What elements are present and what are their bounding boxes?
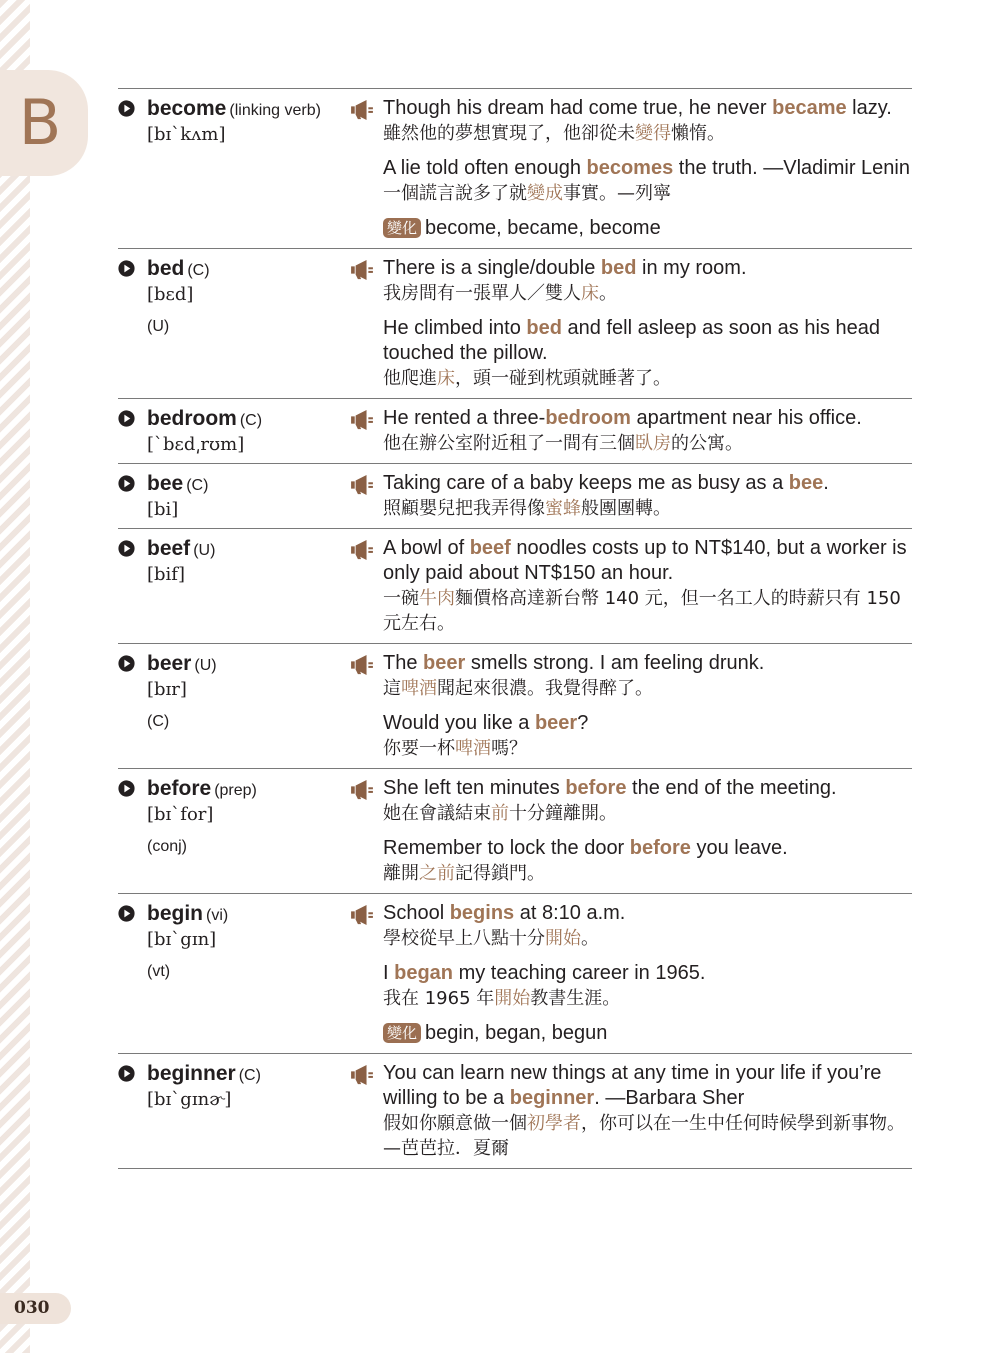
part-of-speech: (U) [193,542,216,559]
examples-list [383,1061,912,1161]
phonetic-transcription: [ˋbɛd͵rʊm] [147,434,245,455]
sentence-fragment: 她在會議結束 [383,803,491,824]
inflection-forms: become, became, become [425,217,661,239]
chinese-translation [383,986,912,1011]
entry-bee [118,464,912,529]
chinese-translation [383,676,912,701]
sentence-fragment: 我房間有一張單人／雙人 [383,283,581,304]
english-sentence [383,316,912,366]
entry-beer [118,644,912,769]
megaphone-icon[interactable] [351,100,373,120]
example-sentence [383,711,912,761]
example-sentence [383,316,912,391]
chinese-translation [383,181,912,206]
sentence-fragment: 。 [581,928,599,949]
part-of-speech: (C) [187,262,210,279]
sentence-fragment: Would you like a [383,712,535,734]
play-circle-icon[interactable] [118,1065,135,1082]
english-sentence [383,836,912,861]
headword: become [147,97,227,120]
example-sentence [383,471,912,521]
highlighted-word: 變成 [527,183,563,204]
sentence-fragment: Remember to lock the door [383,837,630,859]
headword-line [147,777,257,801]
examples-column [351,894,912,1053]
play-circle-icon[interactable] [118,100,135,117]
sentence-fragment: 假如你願意做一個 [383,1113,527,1134]
sentence-fragment: 我在 1965 年 [383,988,495,1009]
highlighted-word: beginner [509,1087,595,1109]
megaphone-icon[interactable] [351,1065,373,1085]
play-circle-icon[interactable] [118,475,135,492]
megaphone-icon[interactable] [351,540,373,560]
headword: begin [147,902,203,925]
headword-line [147,537,215,561]
example-sentence [383,96,912,146]
highlighted-word: 之前 [419,863,455,884]
english-sentence [383,1061,912,1111]
sentence-fragment: ，你可以在一生中任何時候學到新事物。—芭芭拉．夏爾 [383,1113,905,1159]
headword: beef [147,537,191,560]
english-sentence [383,256,912,281]
examples-list [383,96,912,241]
chinese-translation [383,586,912,636]
sentence-fragment: noodles costs up to NT$140, but a worker is only paid about NT$150 an hour. [383,537,907,584]
highlighted-word: bed [526,317,562,339]
highlighted-word: bedroom [545,407,631,429]
sentence-fragment: The [383,652,424,674]
highlighted-word: 變得 [635,123,671,144]
sentence-fragment: ，頭一碰到枕頭就睡著了。 [455,368,671,389]
sentence-fragment: 學校從早上八點十分 [383,928,545,949]
english-sentence [383,406,912,431]
sentence-fragment: 記得鎖門。 [455,863,545,884]
part-of-speech: (vi) [206,907,229,924]
phonetic-transcription: [bɪˋkʌm] [147,124,226,145]
headword: beginner [147,1062,236,1085]
highlighted-word: bee [788,472,824,494]
highlighted-word: 前 [491,803,509,824]
inflection-forms: begin, began, begun [425,1022,608,1044]
second-sense-pos: (U) [147,318,170,335]
section-letter: B [18,86,62,159]
phonetic-transcription: [bɪˋgɪnɚ] [147,1089,232,1110]
highlighted-word: 牛肉 [419,588,455,609]
chinese-translation [383,121,912,146]
examples-column [351,529,912,643]
page-number: 030 [14,1298,50,1318]
headword: bee [147,472,184,495]
second-sense-pos: (vt) [147,963,171,980]
highlighted-word: beer [534,712,578,734]
sentence-fragment: . —Barbara Sher [594,1087,745,1109]
sentence-fragment: smells strong. I am feeling drunk. [465,652,765,674]
sentence-fragment: 。 [599,283,617,304]
chinese-translation [383,431,912,456]
megaphone-icon[interactable] [351,410,373,430]
chinese-translation [383,861,912,886]
headword-line [147,1062,261,1086]
megaphone-icon[interactable] [351,780,373,800]
sentence-fragment: 一碗 [383,588,419,609]
example-sentence [383,776,912,826]
example-sentence [383,836,912,886]
play-circle-icon[interactable] [118,655,135,672]
part-of-speech: (prep) [214,782,257,799]
headword: before [147,777,212,800]
play-circle-icon[interactable] [118,540,135,557]
play-circle-icon[interactable] [118,780,135,797]
chinese-translation [383,801,912,826]
sentence-fragment: . [823,472,829,494]
sentence-fragment: lazy. [846,97,892,119]
headword-line [147,652,217,676]
sentence-fragment: Though his dream had come true, he never [383,97,773,119]
highlighted-word: 蜜蜂 [545,498,581,519]
second-sense-pos: (C) [147,713,170,730]
part-of-speech: (U) [194,657,217,674]
sentence-fragment: apartment near his office. [630,407,862,429]
sentence-fragment: 嗎？ [491,738,527,759]
highlighted-word: beef [469,537,511,559]
sentence-fragment: He climbed into [383,317,527,339]
megaphone-icon[interactable] [351,475,373,495]
highlighted-word: begins [449,902,515,924]
sentence-fragment: 離開 [383,863,419,884]
english-sentence [383,961,912,986]
highlighted-word: 開始 [494,988,531,1009]
sentence-fragment: I [383,962,395,984]
headword-line [147,902,228,926]
play-circle-icon[interactable] [118,260,135,277]
sentence-fragment: You can learn new things at any time in your life if you’re willing to be a [383,1062,882,1109]
sentence-fragment: A bowl of [383,537,470,559]
highlighted-word: 啤酒 [455,738,491,759]
headword-line [147,472,208,496]
entry-beef [118,529,912,644]
examples-column [351,464,912,528]
phonetic-transcription: [bif] [147,564,185,585]
highlighted-word: before [565,777,627,799]
headword: bed [147,257,185,280]
second-sense-pos: (conj) [147,838,188,855]
example-sentence [383,156,912,206]
examples-column [351,1054,912,1168]
inflection-line [383,216,912,241]
sentence-fragment: She left ten minutes [383,777,566,799]
highlighted-word: before [629,837,691,859]
sentence-fragment: School [383,902,450,924]
megaphone-icon[interactable] [351,905,373,925]
example-sentence [383,406,912,456]
headword-line [147,407,262,431]
english-sentence [383,536,912,586]
part-of-speech: (C) [186,477,209,494]
entry-begin [118,894,912,1054]
example-sentence [383,961,912,1011]
examples-column [351,769,912,893]
part-of-speech: (linking verb) [229,102,321,119]
english-sentence [383,901,912,926]
headword-line [147,97,321,121]
chinese-translation [383,496,912,521]
sentence-fragment: There is a single/double [383,257,601,279]
sentence-fragment: 十分鐘離開。 [509,803,617,824]
sentence-fragment: He rented a three- [383,407,546,429]
sentence-fragment: 照顧嬰兒把我弄得像 [383,498,545,519]
play-circle-icon[interactable] [118,410,135,427]
headword-line [147,257,210,281]
examples-list [383,406,912,456]
example-sentence [383,1061,912,1161]
highlighted-word: began [394,962,454,984]
sentence-fragment: and fell asleep as soon as his head touched the pillow. [383,317,880,364]
highlighted-word: bed [600,257,637,279]
inflection-badge: 變化 [383,1023,421,1043]
english-sentence [383,471,912,496]
examples-list [383,256,912,391]
sentence-fragment: ? [577,712,589,734]
decorative-stripe [0,0,30,1353]
dictionary-entries [118,88,912,1169]
sentence-fragment: at 8:10 a.m. [514,902,626,924]
chinese-translation [383,281,912,306]
sentence-fragment: 一個謊言說多了就 [383,183,527,204]
highlighted-word: 床 [581,283,599,304]
sentence-fragment: in my room. [636,257,747,279]
highlighted-word: 臥房 [635,433,671,454]
part-of-speech: (C) [239,412,263,429]
megaphone-icon[interactable] [351,655,373,675]
sentence-fragment: 他爬進 [383,368,437,389]
part-of-speech: (C) [238,1067,261,1084]
phonetic-transcription: [bɪˋgɪn] [147,929,217,950]
inflection-line [383,1021,912,1046]
highlighted-word: becomes [586,157,674,179]
highlighted-word: beer [423,652,466,674]
highlighted-word: became [772,97,847,119]
example-sentence [383,901,912,951]
sentence-fragment: 麵價格高達新台幣 140 元，但一名工人的時薪只有 150 元左右。 [383,588,901,634]
examples-list [383,536,912,636]
sentence-fragment: the truth. —Vladimir Lenin [673,157,910,179]
highlighted-word: 啤酒 [401,678,437,699]
sentence-fragment: my teaching career in 1965. [453,962,706,984]
entry-before [118,769,912,894]
highlighted-word: 床 [437,368,455,389]
examples-column [351,644,912,768]
sentence-fragment: Taking care of a baby keeps me as busy as a [383,472,789,494]
sentence-fragment: 這 [383,678,401,699]
phonetic-transcription: [bɪr] [147,679,187,700]
english-sentence [383,156,912,181]
examples-list [383,471,912,521]
sentence-fragment: 般團團轉。 [581,498,671,519]
examples-column [351,249,912,398]
sentence-fragment: 教書生涯。 [530,988,621,1009]
english-sentence [383,776,912,801]
chinese-translation [383,736,912,761]
sentence-fragment: 你要一杯 [383,738,455,759]
chinese-translation [383,1111,912,1161]
examples-list [383,901,912,1046]
example-sentence [383,536,912,636]
sentence-fragment: 聞起來很濃。我覺得醉了。 [437,678,653,699]
play-circle-icon[interactable] [118,905,135,922]
english-sentence [383,651,912,676]
sentence-fragment: 事實。—列寧 [563,183,671,204]
entry-bed [118,249,912,399]
headword: bedroom [147,407,237,430]
sentence-fragment: A lie told often enough [383,157,587,179]
phonetic-transcription: [bɛd] [147,284,194,305]
english-sentence [383,711,912,736]
entry-beginner [118,1054,912,1169]
sentence-fragment: 他在辦公室附近租了一間有三個 [383,433,635,454]
entry-bedroom [118,399,912,464]
sentence-fragment: the end of the meeting. [626,777,837,799]
sentence-fragment: 雖然他的夢想實現了，他卻從未 [383,123,635,144]
example-sentence [383,256,912,306]
examples-column [351,89,912,248]
phonetic-transcription: [bɪˋfor] [147,804,214,825]
entry-become [118,89,912,249]
chinese-translation [383,366,912,391]
examples-list [383,651,912,761]
megaphone-icon[interactable] [351,260,373,280]
highlighted-word: 開始 [545,928,581,949]
phonetic-transcription: [bi] [147,499,179,520]
headword: beer [147,652,192,675]
examples-column [351,399,912,463]
examples-list [383,776,912,886]
sentence-fragment: 懶惰。 [671,123,725,144]
chinese-translation [383,926,912,951]
highlighted-word: 初學者 [527,1113,581,1134]
sentence-fragment: 的公寓。 [671,433,743,454]
english-sentence [383,96,912,121]
example-sentence [383,651,912,701]
sentence-fragment: you leave. [690,837,788,859]
inflection-badge: 變化 [383,218,421,238]
